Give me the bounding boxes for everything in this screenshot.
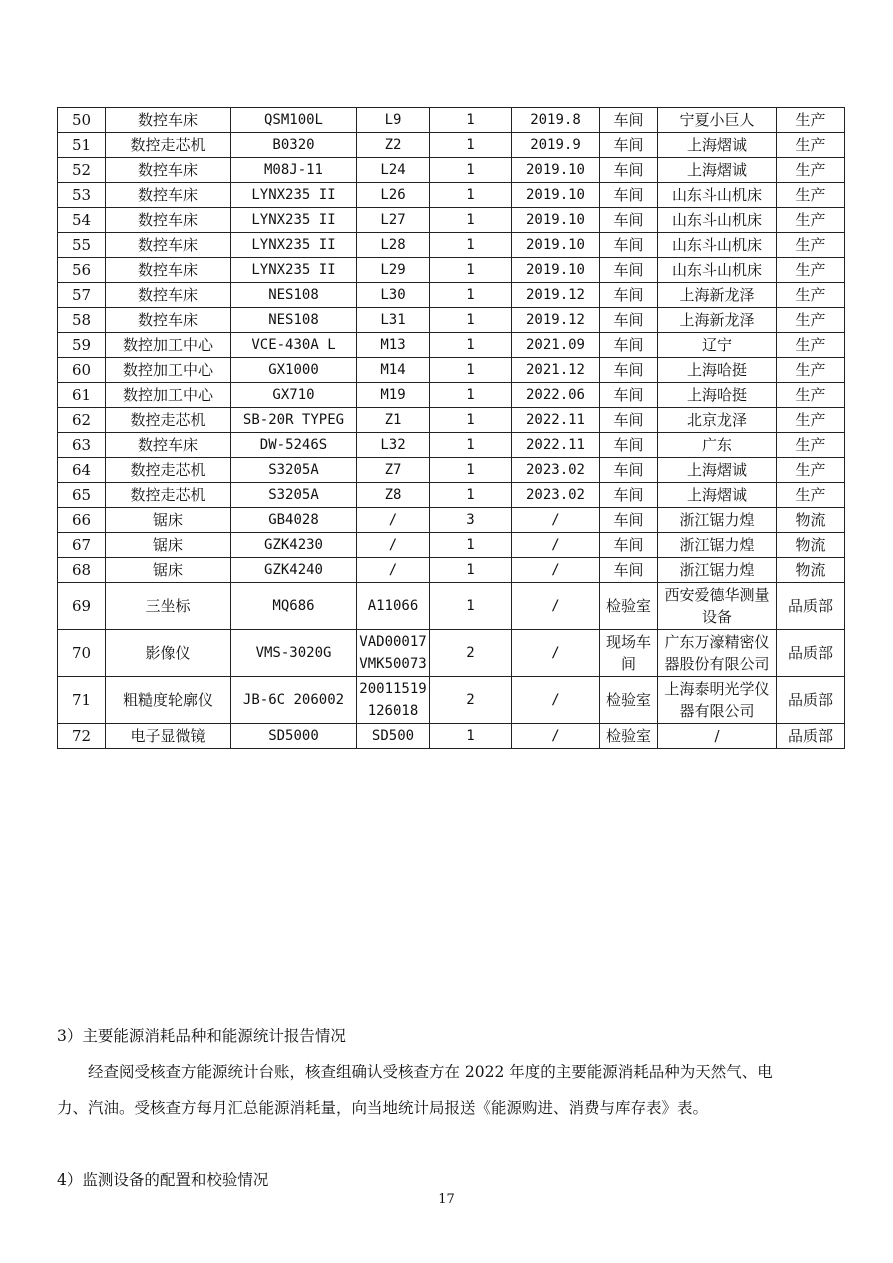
location-cell: 车间 [600, 408, 658, 433]
purchase-date-cell: 2021.12 [512, 358, 600, 383]
equipment-name-cell: 数控车床 [106, 108, 231, 133]
quantity-cell: 1 [430, 483, 512, 508]
table-body [58, 108, 845, 749]
purchase-date-cell: 2022.06 [512, 383, 600, 408]
department-cell: 物流 [777, 508, 845, 533]
model-cell: S3205A [231, 483, 357, 508]
manufacturer-cell: 广东 [658, 433, 777, 458]
manufacturer-cell: / [658, 724, 777, 749]
department-cell: 品质部 [777, 630, 845, 677]
location-cell: 车间 [600, 208, 658, 233]
purchase-date-cell: 2019.10 [512, 258, 600, 283]
department-cell: 生产 [777, 108, 845, 133]
location-cell: 车间 [600, 233, 658, 258]
row-number-cell: 56 [58, 258, 106, 283]
location-cell: 现场车间 [600, 630, 658, 677]
equipment-code-cell: Z7 [357, 458, 430, 483]
table-row [58, 433, 845, 458]
equipment-code-cell: / [357, 533, 430, 558]
model-cell: VMS-3020G [231, 630, 357, 677]
purchase-date-cell: 2022.11 [512, 408, 600, 433]
manufacturer-cell: 浙江锯力煌 [658, 558, 777, 583]
table-row [58, 208, 845, 233]
row-number-cell: 50 [58, 108, 106, 133]
equipment-table [57, 107, 845, 749]
row-number-cell: 67 [58, 533, 106, 558]
equipment-code-cell: L26 [357, 183, 430, 208]
manufacturer-cell: 上海新龙泽 [658, 308, 777, 333]
location-cell: 车间 [600, 458, 658, 483]
quantity-cell: 1 [430, 208, 512, 233]
equipment-code-cell: M19 [357, 383, 430, 408]
purchase-date-cell: / [512, 508, 600, 533]
model-cell: QSM100L [231, 108, 357, 133]
purchase-date-cell: / [512, 533, 600, 558]
model-cell: GZK4230 [231, 533, 357, 558]
manufacturer-cell: 宁夏小巨人 [658, 108, 777, 133]
table-row [58, 158, 845, 183]
table-row [58, 233, 845, 258]
equipment-code-cell: L30 [357, 283, 430, 308]
equipment-code-cell: L29 [357, 258, 430, 283]
quantity-cell: 1 [430, 108, 512, 133]
location-cell: 车间 [600, 258, 658, 283]
department-cell: 生产 [777, 408, 845, 433]
quantity-cell: 1 [430, 133, 512, 158]
location-cell: 车间 [600, 433, 658, 458]
table-row [58, 358, 845, 383]
equipment-name-cell: 锯床 [106, 533, 231, 558]
purchase-date-cell: / [512, 558, 600, 583]
location-cell: 车间 [600, 483, 658, 508]
quantity-cell: 1 [430, 533, 512, 558]
location-cell: 车间 [600, 308, 658, 333]
equipment-name-cell: 粗糙度轮廓仪 [106, 677, 231, 724]
table-row [58, 408, 845, 433]
quantity-cell: 1 [430, 183, 512, 208]
quantity-cell: 1 [430, 458, 512, 483]
row-number-cell: 57 [58, 283, 106, 308]
model-cell: GB4028 [231, 508, 357, 533]
department-cell: 品质部 [777, 677, 845, 724]
row-number-cell: 70 [58, 630, 106, 677]
manufacturer-cell: 上海熠诚 [658, 158, 777, 183]
equipment-name-cell: 数控走芯机 [106, 133, 231, 158]
equipment-code-cell: L31 [357, 308, 430, 333]
equipment-name-cell: 数控加工中心 [106, 333, 231, 358]
purchase-date-cell: 2019.10 [512, 208, 600, 233]
manufacturer-cell: 浙江锯力煌 [658, 508, 777, 533]
department-cell: 生产 [777, 233, 845, 258]
purchase-date-cell: 2023.02 [512, 458, 600, 483]
model-cell: NES108 [231, 283, 357, 308]
department-cell: 生产 [777, 283, 845, 308]
location-cell: 车间 [600, 183, 658, 208]
manufacturer-cell: 西安爱德华测量设备 [658, 583, 777, 630]
department-cell: 物流 [777, 558, 845, 583]
row-number-cell: 64 [58, 458, 106, 483]
equipment-code-cell: / [357, 558, 430, 583]
row-number-cell: 68 [58, 558, 106, 583]
equipment-code-cell: L9 [357, 108, 430, 133]
equipment-code-cell: / [357, 508, 430, 533]
model-cell: GX1000 [231, 358, 357, 383]
equipment-code-cell: Z1 [357, 408, 430, 433]
purchase-date-cell: 2023.02 [512, 483, 600, 508]
quantity-cell: 1 [430, 233, 512, 258]
department-cell: 生产 [777, 258, 845, 283]
department-cell: 生产 [777, 308, 845, 333]
table-row [58, 630, 845, 677]
manufacturer-cell: 北京龙泽 [658, 408, 777, 433]
department-cell: 生产 [777, 158, 845, 183]
manufacturer-cell: 山东斗山机床 [658, 183, 777, 208]
manufacturer-cell: 上海熠诚 [658, 133, 777, 158]
department-cell: 生产 [777, 483, 845, 508]
location-cell: 车间 [600, 358, 658, 383]
table-row [58, 383, 845, 408]
equipment-name-cell: 数控车床 [106, 233, 231, 258]
row-number-cell: 65 [58, 483, 106, 508]
row-number-cell: 55 [58, 233, 106, 258]
table-row [58, 133, 845, 158]
manufacturer-cell: 上海新龙泽 [658, 283, 777, 308]
department-cell: 生产 [777, 133, 845, 158]
quantity-cell: 2 [430, 677, 512, 724]
equipment-name-cell: 数控车床 [106, 258, 231, 283]
manufacturer-cell: 山东斗山机床 [658, 208, 777, 233]
quantity-cell: 1 [430, 408, 512, 433]
purchase-date-cell: 2022.11 [512, 433, 600, 458]
row-number-cell: 52 [58, 158, 106, 183]
page-number: 17 [438, 1192, 455, 1207]
manufacturer-cell: 辽宁 [658, 333, 777, 358]
quantity-cell: 1 [430, 383, 512, 408]
table-row [58, 308, 845, 333]
purchase-date-cell: 2019.12 [512, 308, 600, 333]
location-cell: 车间 [600, 558, 658, 583]
quantity-cell: 2 [430, 630, 512, 677]
manufacturer-cell: 山东斗山机床 [658, 233, 777, 258]
row-number-cell: 61 [58, 383, 106, 408]
row-number-cell: 51 [58, 133, 106, 158]
department-cell: 品质部 [777, 583, 845, 630]
quantity-cell: 1 [430, 158, 512, 183]
equipment-name-cell: 数控加工中心 [106, 383, 231, 408]
manufacturer-cell: 上海哈挺 [658, 358, 777, 383]
model-cell: M08J-11 [231, 158, 357, 183]
equipment-name-cell: 锯床 [106, 558, 231, 583]
section-3-body: 经查阅受核查方能源统计台账，核查组确认受核查方在 2022 年度的主要能源消耗品种为天然气、电力、汽油。受核查方每月汇总能源消耗量，向当地统计局报送《能源购进、消费与库存表》表。 [57, 1063, 773, 1117]
manufacturer-cell: 上海熠诚 [658, 458, 777, 483]
row-number-cell: 69 [58, 583, 106, 630]
department-cell: 生产 [777, 458, 845, 483]
department-cell: 生产 [777, 208, 845, 233]
row-number-cell: 72 [58, 724, 106, 749]
department-cell: 生产 [777, 333, 845, 358]
equipment-name-cell: 数控车床 [106, 283, 231, 308]
department-cell: 物流 [777, 533, 845, 558]
row-number-cell: 53 [58, 183, 106, 208]
table-row [58, 333, 845, 358]
row-number-cell: 54 [58, 208, 106, 233]
department-cell: 生产 [777, 183, 845, 208]
equipment-code-cell: L24 [357, 158, 430, 183]
row-number-cell: 63 [58, 433, 106, 458]
table-row [58, 458, 845, 483]
purchase-date-cell: / [512, 583, 600, 630]
purchase-date-cell: / [512, 630, 600, 677]
model-cell: GX710 [231, 383, 357, 408]
model-cell: JB-6C 206002 [231, 677, 357, 724]
equipment-name-cell: 数控走芯机 [106, 458, 231, 483]
equipment-name-cell: 数控车床 [106, 308, 231, 333]
equipment-code-cell: M14 [357, 358, 430, 383]
location-cell: 检验室 [600, 724, 658, 749]
manufacturer-cell: 广东万濠精密仪器股份有限公司 [658, 630, 777, 677]
location-cell: 车间 [600, 383, 658, 408]
department-cell: 品质部 [777, 724, 845, 749]
quantity-cell: 3 [430, 508, 512, 533]
purchase-date-cell: / [512, 677, 600, 724]
model-cell: LYNX235 II [231, 258, 357, 283]
department-cell: 生产 [777, 358, 845, 383]
equipment-name-cell: 数控加工中心 [106, 358, 231, 383]
table-row [58, 724, 845, 749]
model-cell: VCE-430A L [231, 333, 357, 358]
model-cell: LYNX235 II [231, 183, 357, 208]
equipment-code-cell: Z2 [357, 133, 430, 158]
purchase-date-cell: / [512, 724, 600, 749]
location-cell: 车间 [600, 133, 658, 158]
table-row [58, 677, 845, 724]
manufacturer-cell: 上海熠诚 [658, 483, 777, 508]
row-number-cell: 60 [58, 358, 106, 383]
equipment-code-cell: M13 [357, 333, 430, 358]
table-row [58, 283, 845, 308]
equipment-code-cell: Z8 [357, 483, 430, 508]
equipment-name-cell: 数控走芯机 [106, 408, 231, 433]
table-row [58, 108, 845, 133]
location-cell: 检验室 [600, 583, 658, 630]
equipment-name-cell: 数控车床 [106, 183, 231, 208]
equipment-name-cell: 数控车床 [106, 433, 231, 458]
section-4-heading: 4）监测设备的配置和校验情况 [57, 1171, 269, 1189]
location-cell: 车间 [600, 158, 658, 183]
quantity-cell: 1 [430, 308, 512, 333]
location-cell: 检验室 [600, 677, 658, 724]
row-number-cell: 58 [58, 308, 106, 333]
model-cell: LYNX235 II [231, 208, 357, 233]
location-cell: 车间 [600, 108, 658, 133]
purchase-date-cell: 2019.9 [512, 133, 600, 158]
equipment-code-cell: VAD00017VMK50073 [357, 630, 430, 677]
model-cell: SD5000 [231, 724, 357, 749]
row-number-cell: 62 [58, 408, 106, 433]
location-cell: 车间 [600, 283, 658, 308]
equipment-name-cell: 数控走芯机 [106, 483, 231, 508]
table-row [58, 483, 845, 508]
equipment-name-cell: 影像仪 [106, 630, 231, 677]
row-number-cell: 59 [58, 333, 106, 358]
equipment-name-cell: 三坐标 [106, 583, 231, 630]
row-number-cell: 71 [58, 677, 106, 724]
purchase-date-cell: 2019.10 [512, 183, 600, 208]
manufacturer-cell: 上海泰明光学仪器有限公司 [658, 677, 777, 724]
table-row [58, 183, 845, 208]
purchase-date-cell: 2019.10 [512, 158, 600, 183]
quantity-cell: 1 [430, 433, 512, 458]
equipment-code-cell: L27 [357, 208, 430, 233]
department-cell: 生产 [777, 383, 845, 408]
table-row [58, 258, 845, 283]
model-cell: NES108 [231, 308, 357, 333]
purchase-date-cell: 2019.10 [512, 233, 600, 258]
equipment-name-cell: 电子显微镜 [106, 724, 231, 749]
quantity-cell: 1 [430, 558, 512, 583]
model-cell: GZK4240 [231, 558, 357, 583]
table-row [58, 558, 845, 583]
model-cell: B0320 [231, 133, 357, 158]
equipment-code-cell: A11066 [357, 583, 430, 630]
equipment-code-cell: L32 [357, 433, 430, 458]
manufacturer-cell: 上海哈挺 [658, 383, 777, 408]
location-cell: 车间 [600, 508, 658, 533]
equipment-code-cell: 20011519126018 [357, 677, 430, 724]
quantity-cell: 1 [430, 724, 512, 749]
table-row [58, 583, 845, 630]
department-cell: 生产 [777, 433, 845, 458]
model-cell: S3205A [231, 458, 357, 483]
model-cell: MQ686 [231, 583, 357, 630]
table-row [58, 508, 845, 533]
table-row [58, 533, 845, 558]
model-cell: DW-5246S [231, 433, 357, 458]
equipment-code-cell: L28 [357, 233, 430, 258]
model-cell: LYNX235 II [231, 233, 357, 258]
quantity-cell: 1 [430, 283, 512, 308]
quantity-cell: 1 [430, 583, 512, 630]
location-cell: 车间 [600, 333, 658, 358]
quantity-cell: 1 [430, 333, 512, 358]
equipment-code-cell: SD500 [357, 724, 430, 749]
location-cell: 车间 [600, 533, 658, 558]
purchase-date-cell: 2019.8 [512, 108, 600, 133]
quantity-cell: 1 [430, 258, 512, 283]
section-3-heading: 3）主要能源消耗品种和能源统计报告情况 [57, 1027, 346, 1045]
model-cell: SB-20R TYPEG [231, 408, 357, 433]
equipment-name-cell: 数控车床 [106, 208, 231, 233]
purchase-date-cell: 2021.09 [512, 333, 600, 358]
quantity-cell: 1 [430, 358, 512, 383]
equipment-name-cell: 锯床 [106, 508, 231, 533]
manufacturer-cell: 山东斗山机床 [658, 258, 777, 283]
manufacturer-cell: 浙江锯力煌 [658, 533, 777, 558]
row-number-cell: 66 [58, 508, 106, 533]
purchase-date-cell: 2019.12 [512, 283, 600, 308]
equipment-name-cell: 数控车床 [106, 158, 231, 183]
